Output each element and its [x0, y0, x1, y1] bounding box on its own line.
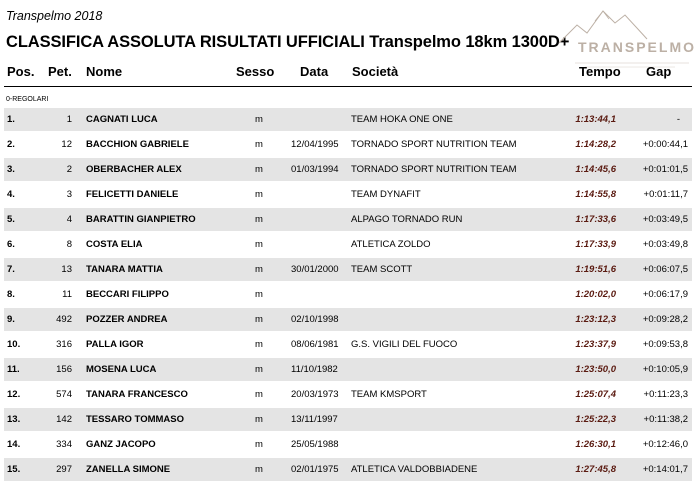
- gap-cell: +0:14:01,7: [642, 464, 688, 475]
- bib-number-cell: 574: [56, 389, 72, 400]
- bib-number-cell: 11: [62, 289, 72, 300]
- table-row: [4, 108, 692, 131]
- sex-cell: m: [255, 289, 263, 300]
- time-cell: 1:23:37,9: [575, 339, 616, 350]
- page-title: CLASSIFICA ASSOLUTA RISULTATI UFFICIALI Transpelmo 18km 1300D+: [6, 33, 570, 51]
- table-row: [4, 158, 692, 181]
- athlete-name-cell: TESSARO TOMMASO: [86, 414, 184, 425]
- table-row: [4, 208, 692, 231]
- sex-cell: m: [255, 264, 263, 275]
- col-header-time: Tempo: [579, 64, 621, 79]
- section-label: 0-REGOLARI: [6, 96, 49, 103]
- bib-number-cell: 1: [66, 114, 72, 125]
- bib-number-cell: 142: [56, 414, 72, 425]
- header-divider: [4, 86, 692, 87]
- col-header-date: Data: [300, 64, 329, 79]
- position-cell: 14.: [7, 439, 21, 450]
- time-cell: 1:26:30,1: [575, 439, 616, 450]
- athlete-name-cell: TANARA FRANCESCO: [86, 389, 188, 400]
- position-cell: 3.: [7, 164, 15, 175]
- position-cell: 12.: [7, 389, 21, 400]
- bib-number-cell: 492: [56, 314, 72, 325]
- time-cell: 1:14:28,2: [575, 139, 616, 150]
- team-cell: ATLETICA ZOLDO: [351, 239, 431, 250]
- event-subtitle: Transpelmo 2018: [6, 9, 103, 23]
- table-row: [4, 258, 692, 281]
- athlete-name-cell: CAGNATI LUCA: [86, 114, 158, 125]
- gap-cell: +0:01:11,7: [643, 189, 688, 200]
- athlete-name-cell: ZANELLA SIMONE: [86, 464, 171, 475]
- sex-cell: m: [255, 164, 263, 175]
- team-cell: ATLETICA VALDOBBIADENE: [351, 464, 478, 475]
- position-cell: 1.: [7, 114, 15, 125]
- birth-date-cell: 12/04/1995: [291, 139, 339, 150]
- time-cell: 1:17:33,6: [575, 214, 616, 225]
- col-header-gap: Gap: [646, 64, 672, 79]
- team-cell: TEAM KMSPORT: [351, 389, 427, 400]
- sex-cell: m: [255, 214, 263, 225]
- col-header-pet: Pet.: [48, 64, 72, 79]
- time-cell: 1:13:44,1: [575, 114, 616, 125]
- birth-date-cell: 08/06/1981: [291, 339, 339, 350]
- position-cell: 9.: [7, 314, 15, 325]
- athlete-name-cell: MOSENA LUCA: [86, 364, 157, 375]
- bib-number-cell: 316: [56, 339, 72, 350]
- athlete-name-cell: TANARA MATTIA: [86, 264, 163, 275]
- birth-date-cell: 20/03/1973: [291, 389, 339, 400]
- sex-cell: m: [255, 364, 263, 375]
- time-cell: 1:19:51,6: [575, 264, 616, 275]
- gap-cell: +0:06:17,9: [642, 289, 688, 300]
- table-row: [4, 233, 692, 256]
- sex-cell: m: [255, 464, 263, 475]
- bib-number-cell: 156: [56, 364, 72, 375]
- athlete-name-cell: COSTA ELIA: [86, 239, 143, 250]
- time-cell: 1:17:33,9: [575, 239, 616, 250]
- birth-date-cell: 02/10/1998: [291, 314, 339, 325]
- sex-cell: m: [255, 439, 263, 450]
- table-row: [4, 133, 692, 156]
- position-cell: 6.: [7, 239, 15, 250]
- position-cell: 2.: [7, 139, 15, 150]
- table-row: [4, 283, 692, 306]
- sex-cell: m: [255, 189, 263, 200]
- athlete-name-cell: BACCHION GABRIELE: [86, 139, 189, 150]
- table-row: [4, 183, 692, 206]
- gap-cell: +0:09:53,8: [642, 339, 688, 350]
- sex-cell: m: [255, 414, 263, 425]
- athlete-name-cell: OBERBACHER ALEX: [86, 164, 182, 175]
- birth-date-cell: 11/10/1982: [291, 364, 338, 375]
- team-cell: TORNADO SPORT NUTRITION TEAM: [351, 164, 517, 175]
- table-row: [4, 358, 692, 381]
- position-cell: 11.: [7, 364, 20, 375]
- gap-cell: +0:10:05,9: [642, 364, 688, 375]
- gap-cell: -: [676, 114, 680, 125]
- sex-cell: m: [255, 139, 263, 150]
- table-row: [4, 308, 692, 331]
- gap-cell: +0:00:44,1: [642, 139, 688, 150]
- gap-cell: +0:01:01,5: [642, 164, 688, 175]
- col-header-pos: Pos.: [7, 64, 35, 79]
- team-cell: TEAM SCOTT: [351, 264, 413, 275]
- position-cell: 4.: [7, 189, 15, 200]
- time-cell: 1:14:45,6: [575, 164, 616, 175]
- team-cell: TEAM DYNAFIT: [351, 189, 421, 200]
- position-cell: 13.: [7, 414, 21, 425]
- birth-date-cell: 25/05/1988: [291, 439, 339, 450]
- birth-date-cell: 30/01/2000: [291, 264, 339, 275]
- athlete-name-cell: BARATTIN GIANPIETRO: [86, 214, 196, 225]
- bib-number-cell: 13: [61, 264, 72, 275]
- position-cell: 10.: [7, 339, 21, 350]
- gap-cell: +0:03:49,8: [642, 239, 688, 250]
- table-row: [4, 408, 692, 431]
- birth-date-cell: 02/01/1975: [291, 464, 339, 475]
- athlete-name-cell: BECCARI FILIPPO: [86, 289, 169, 300]
- team-cell: G.S. VIGILI DEL FUOCO: [351, 339, 458, 350]
- sex-cell: m: [255, 389, 263, 400]
- athlete-name-cell: GANZ JACOPO: [86, 439, 156, 450]
- gap-cell: +0:11:23,3: [643, 389, 688, 400]
- time-cell: 1:14:55,8: [575, 189, 616, 200]
- bib-number-cell: 8: [66, 239, 72, 250]
- time-cell: 1:25:22,3: [575, 414, 616, 425]
- team-cell: ALPAGO TORNADO RUN: [351, 214, 463, 225]
- position-cell: 7.: [7, 264, 15, 275]
- logo-text: TRANSPELMO: [578, 39, 696, 55]
- team-cell: TEAM HOKA ONE ONE: [351, 114, 453, 125]
- table-row: [4, 458, 692, 481]
- time-cell: 1:23:50,0: [575, 364, 616, 375]
- bib-number-cell: 4: [66, 214, 72, 225]
- sex-cell: m: [255, 114, 263, 125]
- gap-cell: +0:11:38,2: [643, 414, 688, 425]
- time-cell: 1:27:45,8: [575, 464, 616, 475]
- sex-cell: m: [255, 339, 263, 350]
- bib-number-cell: 12: [61, 139, 72, 150]
- team-cell: TORNADO SPORT NUTRITION TEAM: [351, 139, 517, 150]
- bib-number-cell: 334: [56, 439, 72, 450]
- col-header-name: Nome: [86, 64, 123, 79]
- position-cell: 8.: [7, 289, 15, 300]
- birth-date-cell: 01/03/1994: [291, 164, 339, 175]
- birth-date-cell: 13/11/1997: [291, 414, 338, 425]
- col-header-team: Società: [352, 64, 399, 79]
- gap-cell: +0:12:46,0: [642, 439, 688, 450]
- sex-cell: m: [255, 314, 263, 325]
- bib-number-cell: 297: [56, 464, 72, 475]
- bib-number-cell: 3: [66, 189, 72, 200]
- table-row: [4, 333, 692, 356]
- athlete-name-cell: POZZER ANDREA: [86, 314, 168, 325]
- sex-cell: m: [255, 239, 263, 250]
- table-row: [4, 383, 692, 406]
- time-cell: 1:20:02,0: [575, 289, 616, 300]
- gap-cell: +0:03:49,5: [642, 214, 688, 225]
- gap-cell: +0:06:07,5: [642, 264, 688, 275]
- time-cell: 1:25:07,4: [575, 389, 616, 400]
- gap-cell: +0:09:28,2: [642, 314, 688, 325]
- athlete-name-cell: PALLA IGOR: [86, 339, 144, 350]
- time-cell: 1:23:12,3: [575, 314, 616, 325]
- bib-number-cell: 2: [66, 164, 72, 175]
- athlete-name-cell: FELICETTI DANIELE: [86, 189, 179, 200]
- col-header-sex: Sesso: [236, 64, 275, 79]
- position-cell: 15.: [7, 464, 21, 475]
- position-cell: 5.: [7, 214, 15, 225]
- table-row: [4, 433, 692, 456]
